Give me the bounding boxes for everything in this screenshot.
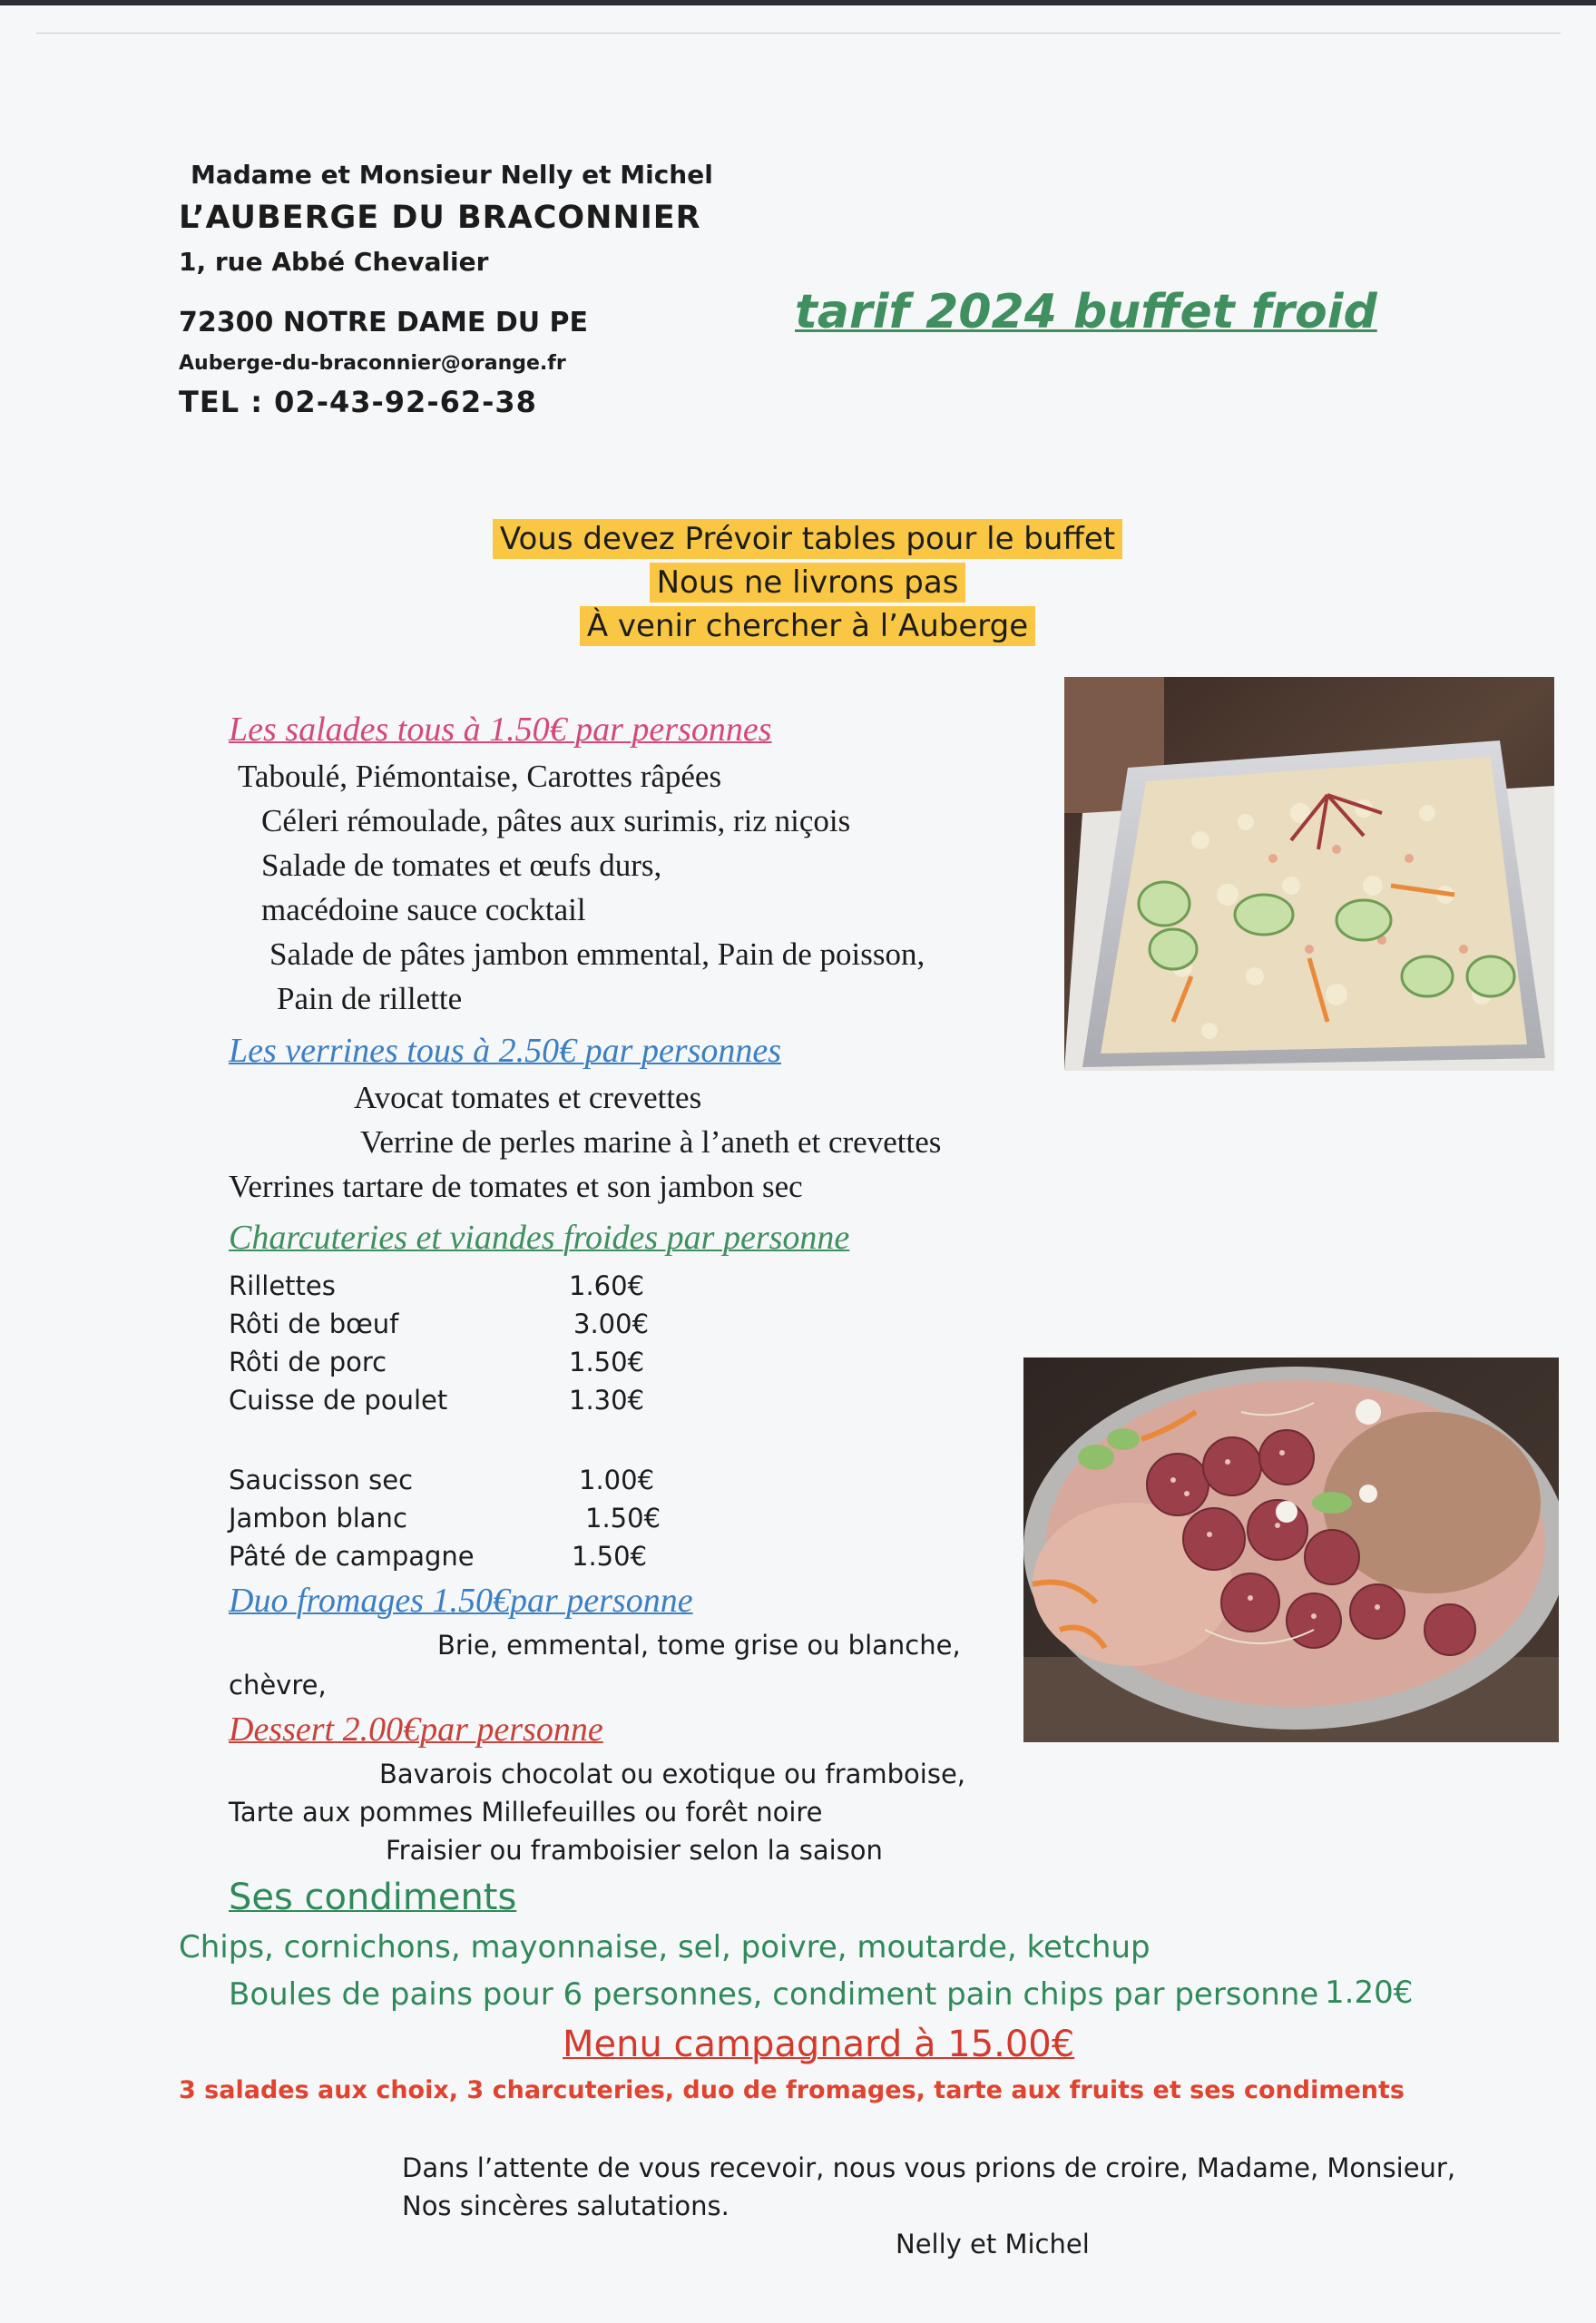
phone-number: TEL : 02-43-92-62-38 bbox=[179, 385, 537, 419]
fromages-line: Brie, emmental, tome grise ou blanche, bbox=[437, 1630, 961, 1661]
condiments-price: 1.20€ bbox=[1325, 1975, 1414, 2011]
dessert-line: Bavarois chocolat ou exotique ou framboise, bbox=[379, 1759, 966, 1789]
closing-line: Nos sincères salutations. bbox=[402, 2191, 729, 2221]
owners-line: Madame et Monsieur Nelly et Michel bbox=[191, 160, 713, 190]
charcuteries-title: Charcuteries et viandes froides par personne bbox=[229, 1219, 850, 1257]
dessert-line: Tarte aux pommes Millefeuilles ou forêt noire bbox=[229, 1797, 823, 1828]
menu-title: Menu campagnard à 15.00€ bbox=[563, 2024, 1075, 2065]
dessert-line: Fraisier ou framboisier selon la saison bbox=[386, 1835, 883, 1866]
top-rule bbox=[36, 33, 1561, 34]
charcuterie-platter-photo bbox=[1023, 1358, 1559, 1742]
street-address: 1, rue Abbé Chevalier bbox=[179, 247, 489, 277]
signature: Nelly et Michel bbox=[896, 2229, 1090, 2259]
condiments-title: Ses condiments bbox=[229, 1877, 517, 1918]
charcuterie-name: Pâté de campagne bbox=[229, 1541, 475, 1572]
city-address: 72300 NOTRE DAME DU PE bbox=[179, 307, 589, 338]
charcuterie-price: 1.50€ bbox=[585, 1503, 661, 1534]
restaurant-name: L’AUBERGE DU BRACONNIER bbox=[179, 200, 701, 236]
notice-line: À venir chercher à l’Auberge bbox=[580, 606, 1035, 646]
notice-box bbox=[490, 521, 1125, 644]
verrine-line: Verrines tartare de tomates et son jambon sec bbox=[229, 1169, 803, 1204]
menu-detail: 3 salades aux choix, 3 charcuteries, duo de fromages, tarte aux fruits et ses condiments bbox=[179, 2076, 1405, 2104]
salade-line: Salade de tomates et œufs durs, bbox=[261, 848, 662, 883]
salade-line: macédoine sauce cocktail bbox=[261, 892, 586, 927]
charcuterie-price: 1.60€ bbox=[569, 1270, 645, 1301]
fromages-line: chèvre, bbox=[229, 1670, 327, 1701]
salade-line: Céleri rémoulade, pâtes aux surimis, riz niçois bbox=[261, 803, 851, 838]
charcuterie-name: Cuisse de poulet bbox=[229, 1385, 448, 1416]
charcuterie-price: 1.50€ bbox=[569, 1347, 645, 1377]
salade-line: Taboulé, Piémontaise, Carottes râpées bbox=[238, 759, 722, 794]
charcuterie-name: Rôti de porc bbox=[229, 1347, 387, 1377]
charcuterie-name: Rôti de bœuf bbox=[229, 1309, 399, 1339]
salad-tray-photo bbox=[1064, 677, 1554, 1071]
salade-line: Salade de pâtes jambon emmental, Pain de poisson, bbox=[269, 936, 925, 972]
verrines-title: Les verrines tous à 2.50€ par personnes bbox=[229, 1032, 782, 1070]
email-address: Auberge-du-braconnier@orange.fr bbox=[179, 352, 566, 375]
tarif-title: tarif 2024 buffet froid bbox=[795, 285, 1377, 339]
notice-line: Nous ne livrons pas bbox=[650, 563, 966, 603]
verrine-line: Verrine de perles marine à l’aneth et crevettes bbox=[360, 1124, 942, 1160]
charcuterie-name: Rillettes bbox=[229, 1270, 336, 1301]
notice-line: Vous devez Prévoir tables pour le buffet bbox=[493, 519, 1122, 559]
condiments-line: Chips, cornichons, mayonnaise, sel, poivre, moutarde, ketchup bbox=[179, 1929, 1150, 1965]
charcuterie-price: 3.00€ bbox=[573, 1309, 650, 1339]
charcuterie-price: 1.00€ bbox=[579, 1465, 655, 1495]
charcuterie-name: Saucisson sec bbox=[229, 1465, 414, 1495]
verrine-line: Avocat tomates et crevettes bbox=[354, 1080, 702, 1115]
salade-line: Pain de rillette bbox=[277, 981, 463, 1016]
salades-title: Les salades tous à 1.50€ par personnes bbox=[229, 711, 772, 749]
condiments-line: Boules de pains pour 6 personnes, condiment pain chips par personne bbox=[229, 1976, 1319, 2013]
charcuterie-price: 1.50€ bbox=[572, 1541, 648, 1572]
closing-line: Dans l’attente de vous recevoir, nous vous prions de croire, Madame, Monsieur, bbox=[402, 2152, 1456, 2183]
charcuterie-name: Jambon blanc bbox=[229, 1503, 407, 1534]
charcuterie-price: 1.30€ bbox=[569, 1385, 645, 1416]
top-edge bbox=[0, 0, 1596, 5]
fromages-title: Duo fromages 1.50€par personne bbox=[229, 1582, 693, 1620]
dessert-title: Dessert 2.00€par personne bbox=[229, 1710, 603, 1749]
